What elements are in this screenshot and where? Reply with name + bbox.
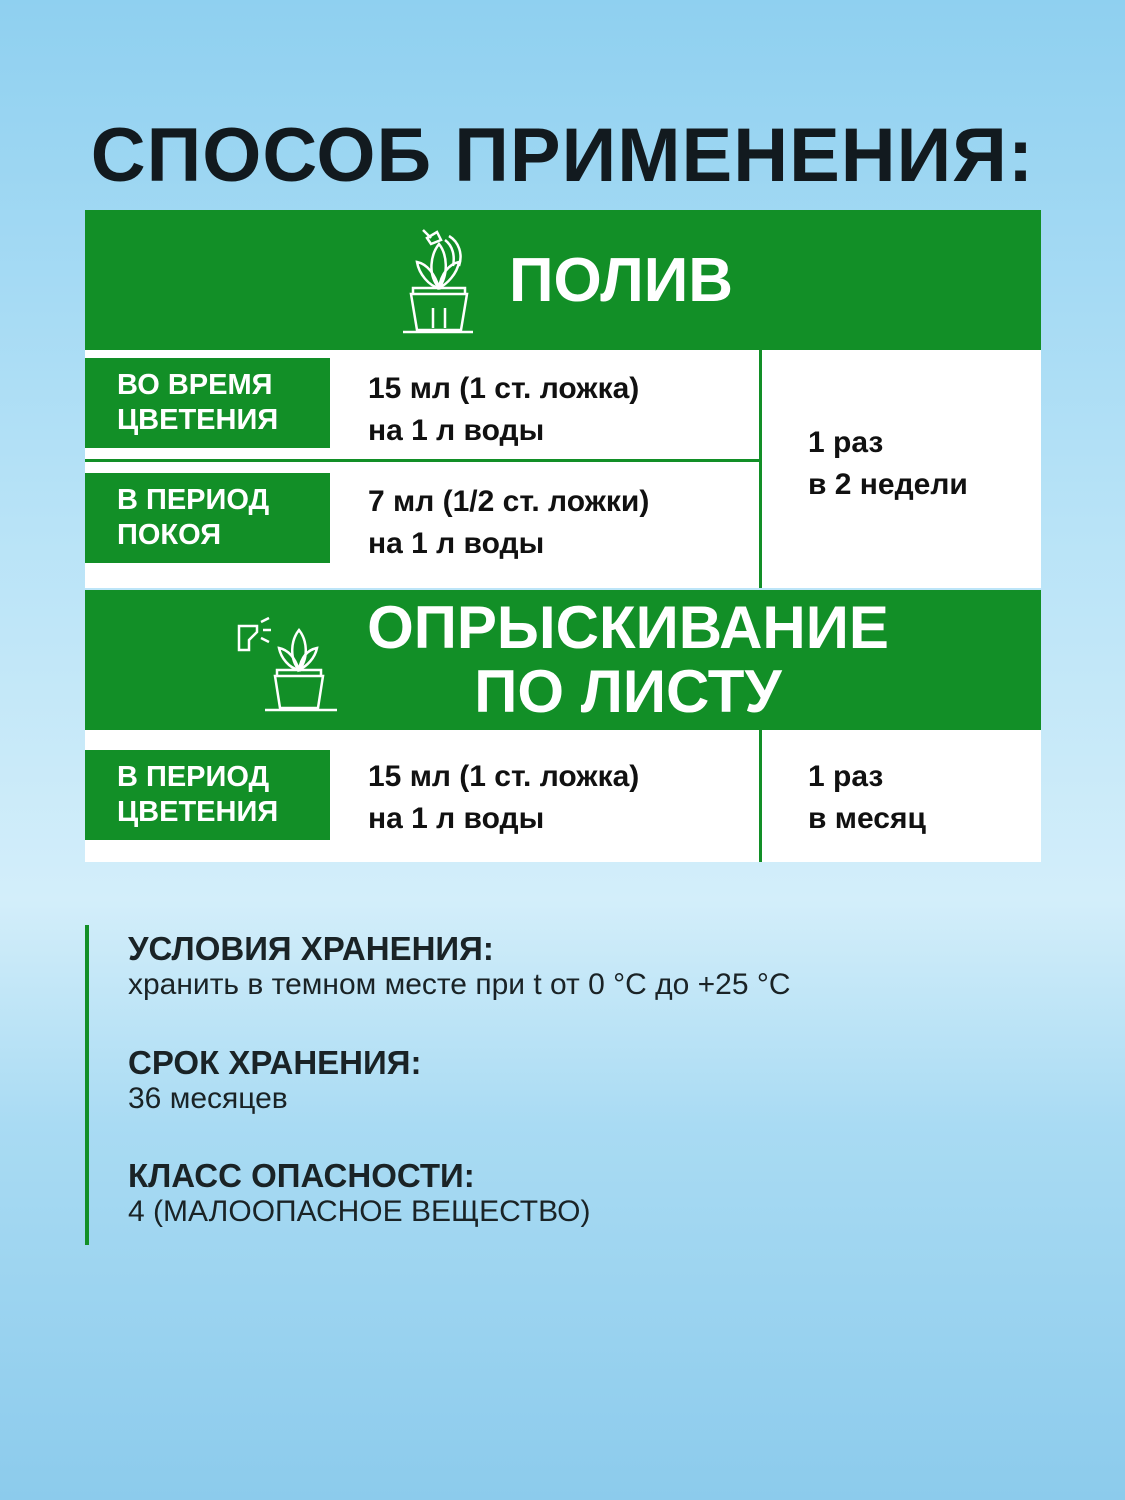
label-line: В ПЕРИОД (117, 484, 270, 516)
dose-line: на 1 л воды (368, 414, 545, 447)
dose (368, 368, 639, 452)
frequency (808, 756, 926, 840)
dose (368, 756, 639, 840)
info-heading: СРОК ХРАНЕНИЯ: (128, 1044, 422, 1081)
info-heading: УСЛОВИЯ ХРАНЕНИЯ: (128, 930, 494, 967)
info-accent-line (85, 925, 89, 1245)
info-text: 4 (МАЛООПАСНОЕ ВЕЩЕСТВО) (128, 1195, 591, 1228)
label-line: ЦВЕТЕНИЯ (117, 404, 279, 436)
watering-plant-icon (393, 224, 473, 336)
label-line: В ПЕРИОД (117, 761, 270, 793)
frequency-line: 1 раз (808, 426, 884, 459)
spraying-heading: ПО ЛИСТУ (474, 658, 782, 725)
shelf-life (128, 1044, 421, 1116)
label-line: ПОКОЯ (117, 519, 222, 551)
frequency-line: в месяц (808, 802, 926, 835)
spraying-heading: ОПРЫСКИВАНИЕ (367, 594, 889, 661)
row-label (85, 358, 330, 448)
spraying-plant-icon (237, 614, 337, 714)
watering-header (85, 210, 1041, 350)
row-divider (85, 459, 760, 462)
dose (368, 481, 649, 565)
label-line: ЦВЕТЕНИЯ (117, 796, 279, 828)
column-divider (759, 730, 762, 862)
frequency-line: 1 раз (808, 760, 884, 793)
page-title: СПОСОБ ПРИМЕНЕНИЯ: (90, 113, 1035, 198)
column-divider (759, 350, 762, 588)
frequency (808, 422, 968, 506)
info-text: хранить в темном месте при t от 0 °С до +25 °С (128, 968, 791, 1001)
dose-line: 7 мл (1/2 ст. ложки) (368, 485, 650, 518)
info-heading: КЛАСС ОПАСНОСТИ: (128, 1157, 475, 1194)
dose-line: 15 мл (1 ст. ложка) (368, 372, 640, 405)
dose-line: 15 мл (1 ст. ложка) (368, 760, 640, 793)
spraying-header (85, 590, 1041, 730)
frequency-line: в 2 недели (808, 468, 968, 501)
row-label (85, 750, 330, 840)
watering-heading: ПОЛИВ (508, 245, 734, 315)
dose-line: на 1 л воды (368, 527, 545, 560)
label-line: ВО ВРЕМЯ (117, 369, 273, 401)
dose-line: на 1 л воды (368, 802, 545, 835)
info-text: 36 месяцев (128, 1082, 288, 1115)
hazard-class (128, 1157, 590, 1229)
storage-conditions (128, 930, 791, 1002)
row-label (85, 473, 330, 563)
